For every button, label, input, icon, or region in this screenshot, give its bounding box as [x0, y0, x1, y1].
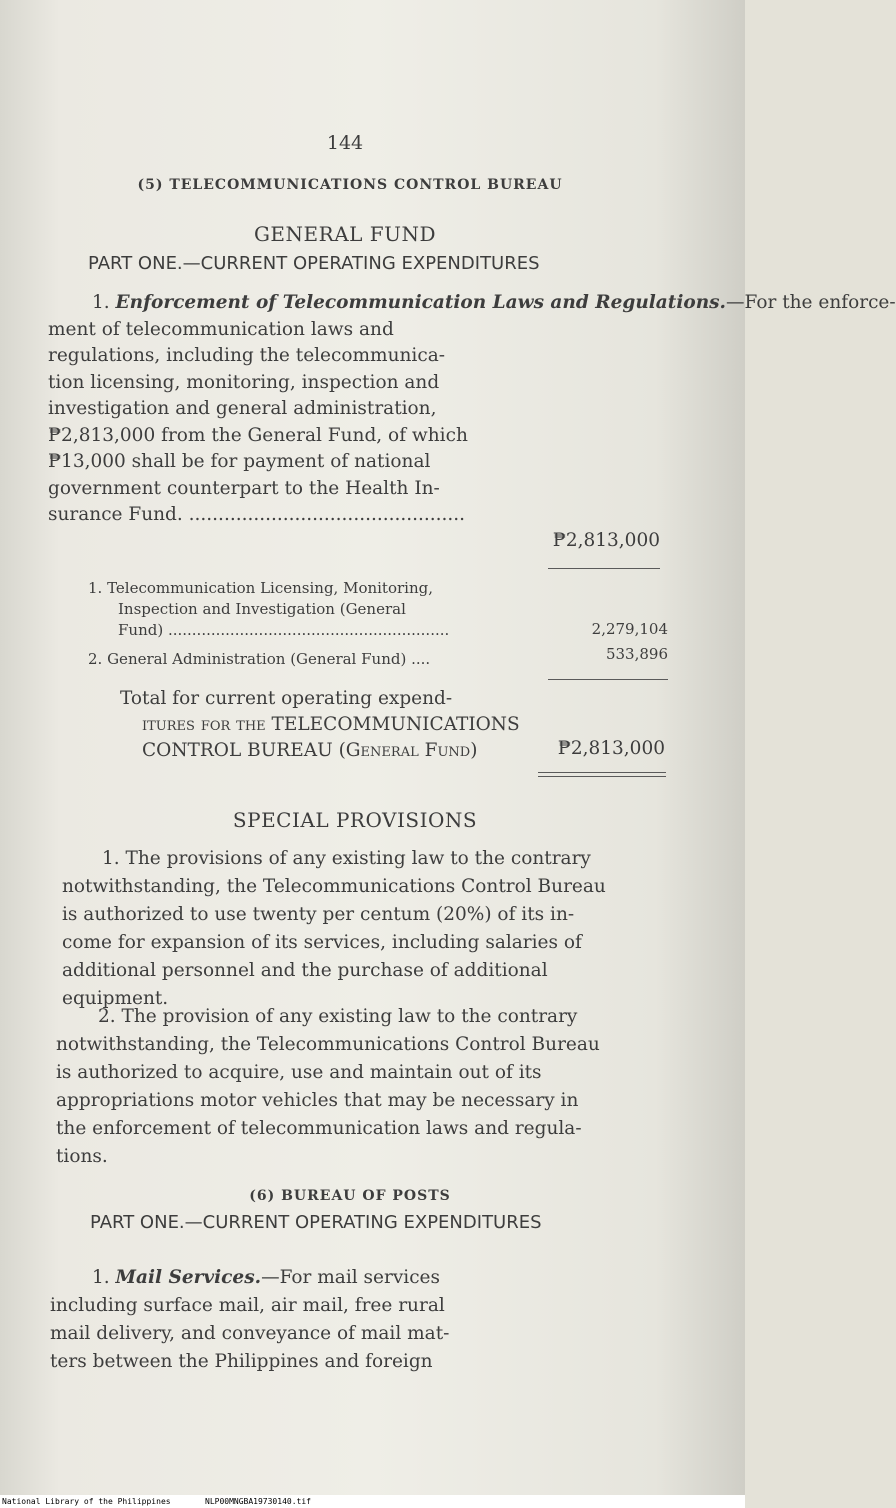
section-heading: (6) BUREAU OF POSTS	[249, 1188, 451, 1204]
item-line: including surface mail, air mail, free rural	[50, 1295, 445, 1316]
part-heading: PART ONE.—CURRENT OPERATING EXPENDITURES	[88, 253, 540, 274]
item-line: surance Fund. ...............................................	[48, 504, 466, 525]
item-line: mail delivery, and conveyance of mail mat-	[50, 1323, 450, 1344]
item-line: government counterpart to the Health In-	[48, 477, 440, 499]
item-line: investigation and general administration,	[48, 398, 437, 419]
item-number: 1.	[92, 1267, 110, 1288]
item-title: Mail Services.	[115, 1267, 262, 1288]
provision-2	[56, 1003, 600, 1171]
section-heading: (5) TELECOMMUNICATIONS CONTROL BUREAU	[137, 177, 563, 193]
item-line: ment of telecommunication laws and	[48, 318, 394, 340]
scan-footer	[0, 1495, 745, 1508]
provision-line: is authorized to acquire, use and maintain out of its	[56, 1062, 542, 1083]
total-rule-1	[538, 772, 666, 773]
total-amount: ₱2,813,000	[557, 738, 665, 759]
provision-line: 1. The provisions of any existing law to the contrary	[102, 848, 591, 869]
item-line: regulations, including the telecommunica-	[48, 345, 445, 366]
item-title: Enforcement of Telecommunication Laws and Regulations.	[115, 292, 727, 313]
item-paragraph	[48, 290, 896, 529]
item-line: ters between the Philippines and foreign	[50, 1351, 433, 1372]
provision-line: additional personnel and the purchase of additional	[62, 960, 548, 981]
provision-line: tions.	[56, 1146, 108, 1167]
subtotal-rule	[548, 679, 668, 680]
provision-1	[62, 845, 606, 1013]
fund-heading: GENERAL FUND	[253, 222, 437, 246]
provision-line: notwithstanding, the Telecommunications Control Bureau	[56, 1034, 600, 1055]
item-line: —For mail services	[261, 1267, 440, 1288]
amount-rule	[548, 568, 660, 569]
provision-line: equipment.	[62, 988, 169, 1009]
item-line: ₱2,813,000 from the General Fund, of which	[48, 424, 468, 446]
subitem-2: 2. General Administration (General Fund) ....	[88, 650, 431, 668]
part-heading: PART ONE.—CURRENT OPERATING EXPENDITURES	[90, 1212, 542, 1233]
page-number: 144	[326, 132, 364, 154]
footer-source: National Library of the Philippines	[2, 1497, 171, 1506]
provision-line: come for expansion of its services, including salaries of	[62, 932, 582, 953]
subitem-line: Inspection and Investigation (General	[118, 600, 406, 618]
item-amount: ₱2,813,000	[552, 530, 660, 551]
provision-line: the enforcement of telecommunication laws and regula-	[56, 1118, 582, 1139]
item-line: —For the enforce-	[726, 292, 896, 313]
item-paragraph	[50, 1264, 449, 1376]
provision-line: appropriations motor vehicles that may be necessary in	[56, 1090, 579, 1111]
total-line: Total for current operating expend-	[120, 688, 453, 709]
item-line: ₱13,000 shall be for payment of national	[48, 451, 431, 472]
subitem-line: Fund) ...........................................................	[118, 621, 450, 639]
item-line: tion licensing, monitoring, inspection and	[48, 371, 440, 393]
subitem-amount: 533,896	[605, 645, 668, 663]
subitem-line: 1. Telecommunication Licensing, Monitoring,	[88, 579, 433, 597]
total-block	[120, 686, 520, 764]
provision-line: notwithstanding, the Telecommunications Control Bureau	[62, 876, 606, 897]
special-provisions-heading: SPECIAL PROVISIONS	[232, 808, 478, 832]
item-number: 1.	[92, 292, 110, 313]
footer-filename: NLP00MNGBA19730140.tif	[205, 1497, 311, 1506]
subitem-1	[88, 578, 503, 641]
total-rule-2	[538, 776, 666, 777]
subitem-amount: 2,279,104	[591, 620, 668, 638]
provision-line: 2. The provision of any existing law to the contrary	[98, 1006, 578, 1027]
total-line: itures for the TELECOMMUNICATIONS	[142, 714, 520, 735]
total-line: CONTROL BUREAU (General Fund)	[142, 740, 478, 761]
provision-line: is authorized to use twenty per centum (20%) of its in-	[62, 904, 575, 925]
